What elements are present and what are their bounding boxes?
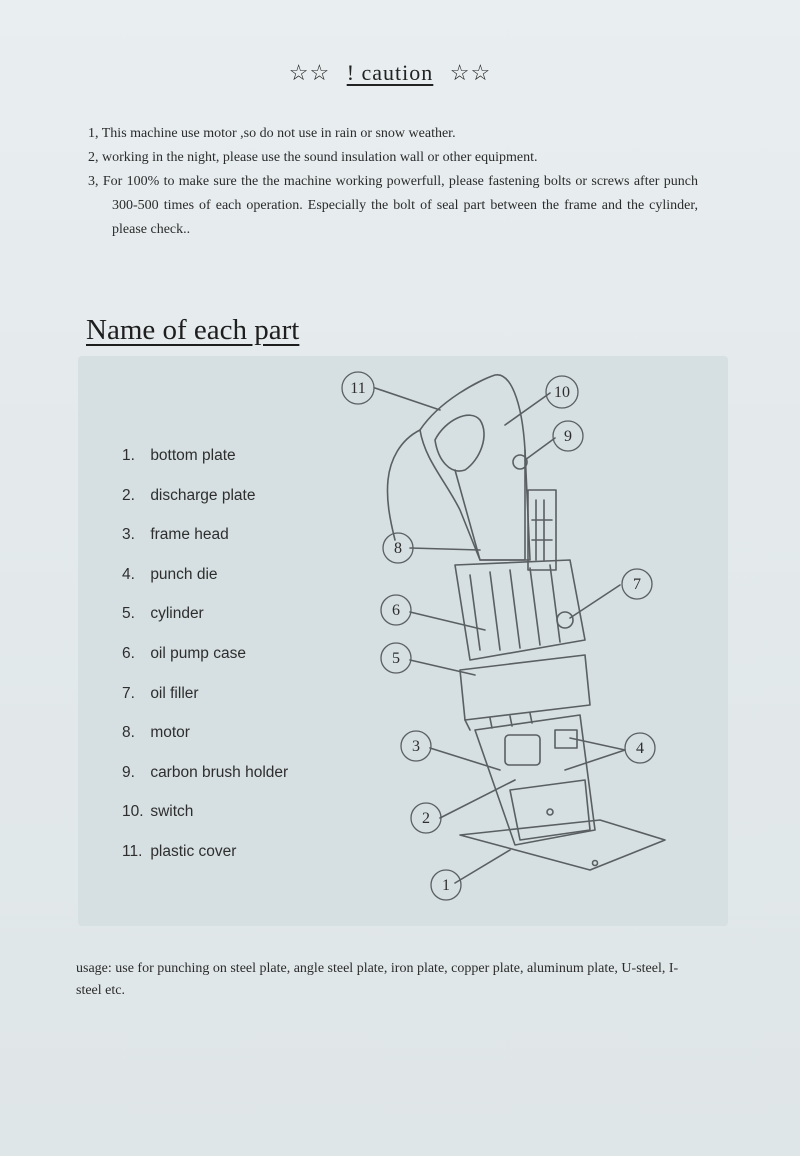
punch-die-shape	[505, 735, 540, 765]
part-number: 5.	[122, 605, 135, 623]
list-item	[122, 763, 288, 803]
callout-label: 11	[350, 380, 366, 397]
callout-2	[411, 803, 441, 833]
section-title: Name of each part	[86, 314, 300, 346]
bolt-shape	[547, 809, 553, 815]
callout-label: 9	[564, 428, 572, 445]
list-item	[122, 486, 288, 526]
usage-note: usage: use for punching on steel plate, angle steel plate, iron plate, copper plate, aluminum plate, U-steel, I-steel etc.	[76, 961, 679, 998]
leader-9	[525, 438, 555, 460]
part-label: discharge plate	[150, 486, 256, 504]
part-number: 3.	[122, 526, 135, 544]
callout-label: 2	[422, 810, 430, 827]
callout-6	[381, 595, 411, 625]
leader-4	[565, 738, 625, 770]
fins-shape	[470, 565, 560, 650]
list-item	[122, 525, 288, 565]
parts-list	[122, 446, 288, 882]
leader-11	[375, 388, 440, 410]
callout-label: 4	[636, 740, 644, 757]
motor-body-shape	[455, 450, 530, 560]
callout-7	[622, 569, 652, 599]
leader-1	[455, 850, 510, 883]
part-number: 2.	[122, 486, 135, 504]
callout-1	[431, 870, 461, 900]
callout-4	[625, 733, 655, 763]
caution-item: 1, This machine use motor ,so do not use in rain or snow weather.	[88, 126, 456, 141]
part-label: cylinder	[150, 605, 204, 623]
handle-grip-shape	[435, 415, 484, 471]
caution-title	[0, 60, 780, 86]
cylinder-shape	[460, 655, 590, 720]
part-number: 7.	[122, 684, 135, 702]
part-number: 1.	[122, 447, 135, 464]
callout-label: 6	[392, 602, 400, 619]
stars-right: ☆☆	[449, 60, 492, 85]
callout-3	[401, 731, 431, 761]
oil-filler-shape	[557, 612, 573, 628]
callout-9	[553, 421, 583, 451]
part-number: 6.	[122, 644, 135, 662]
base-hole-shape	[593, 861, 598, 866]
part-label: plastic cover	[150, 842, 237, 860]
part-number: 8.	[122, 724, 135, 742]
leader-10	[505, 393, 550, 425]
part-label: punch die	[150, 565, 218, 583]
brush-detail-shape	[532, 500, 552, 560]
discharge-plate-shape	[510, 780, 590, 840]
leader-5	[410, 660, 475, 675]
caution-heading: ! caution	[346, 60, 434, 85]
carbon-brush-plate-shape	[528, 490, 556, 570]
list-item	[122, 684, 288, 724]
callout-8	[383, 533, 413, 563]
list-item	[122, 446, 288, 486]
list-item	[122, 565, 288, 605]
leader-3	[430, 748, 500, 770]
callout-11	[342, 372, 374, 404]
part-label: switch	[150, 803, 194, 821]
part-label: oil filler	[150, 684, 199, 702]
callout-10	[546, 376, 578, 408]
part-label: frame head	[150, 526, 229, 544]
list-item	[122, 842, 288, 882]
part-number: 4.	[122, 565, 135, 583]
leader-6	[410, 612, 485, 630]
stars-left: ☆☆	[288, 60, 331, 85]
list-item	[122, 802, 288, 842]
caution-item	[88, 170, 698, 242]
callout-5	[381, 643, 411, 673]
callout-label: 10	[554, 384, 570, 401]
callout-label: 7	[633, 576, 641, 593]
leader-8	[410, 548, 480, 550]
part-label: carbon brush holder	[150, 763, 289, 781]
list-item	[122, 723, 288, 763]
part-label: bottom plate	[150, 447, 236, 464]
caution-list	[88, 122, 698, 242]
part-number: 9.	[122, 763, 135, 781]
caution-item: 2, working in the night, please use the sound insulation wall or other equipment.	[88, 150, 538, 165]
callout-label: 8	[394, 540, 402, 557]
part-number: 10.	[122, 803, 144, 821]
power-cable-shape	[387, 430, 420, 540]
part-label: oil pump case	[150, 644, 246, 662]
list-item	[122, 604, 288, 644]
list-item	[122, 644, 288, 684]
caution-item-text: 3, For 100% to make sure the the machine working powerfull, please fastening bolts or screws after punch 300-500 times of each operation. Especially the bolt of seal part between the frame and the cylinder, please check..	[88, 174, 698, 237]
part-label: motor	[150, 724, 190, 742]
part-number: 11.	[122, 842, 143, 860]
callout-label: 1	[442, 877, 450, 894]
callout-label: 5	[392, 650, 400, 667]
bottom-plate-shape	[460, 820, 665, 870]
callout-label: 3	[412, 738, 420, 755]
machine-diagram	[330, 360, 730, 920]
